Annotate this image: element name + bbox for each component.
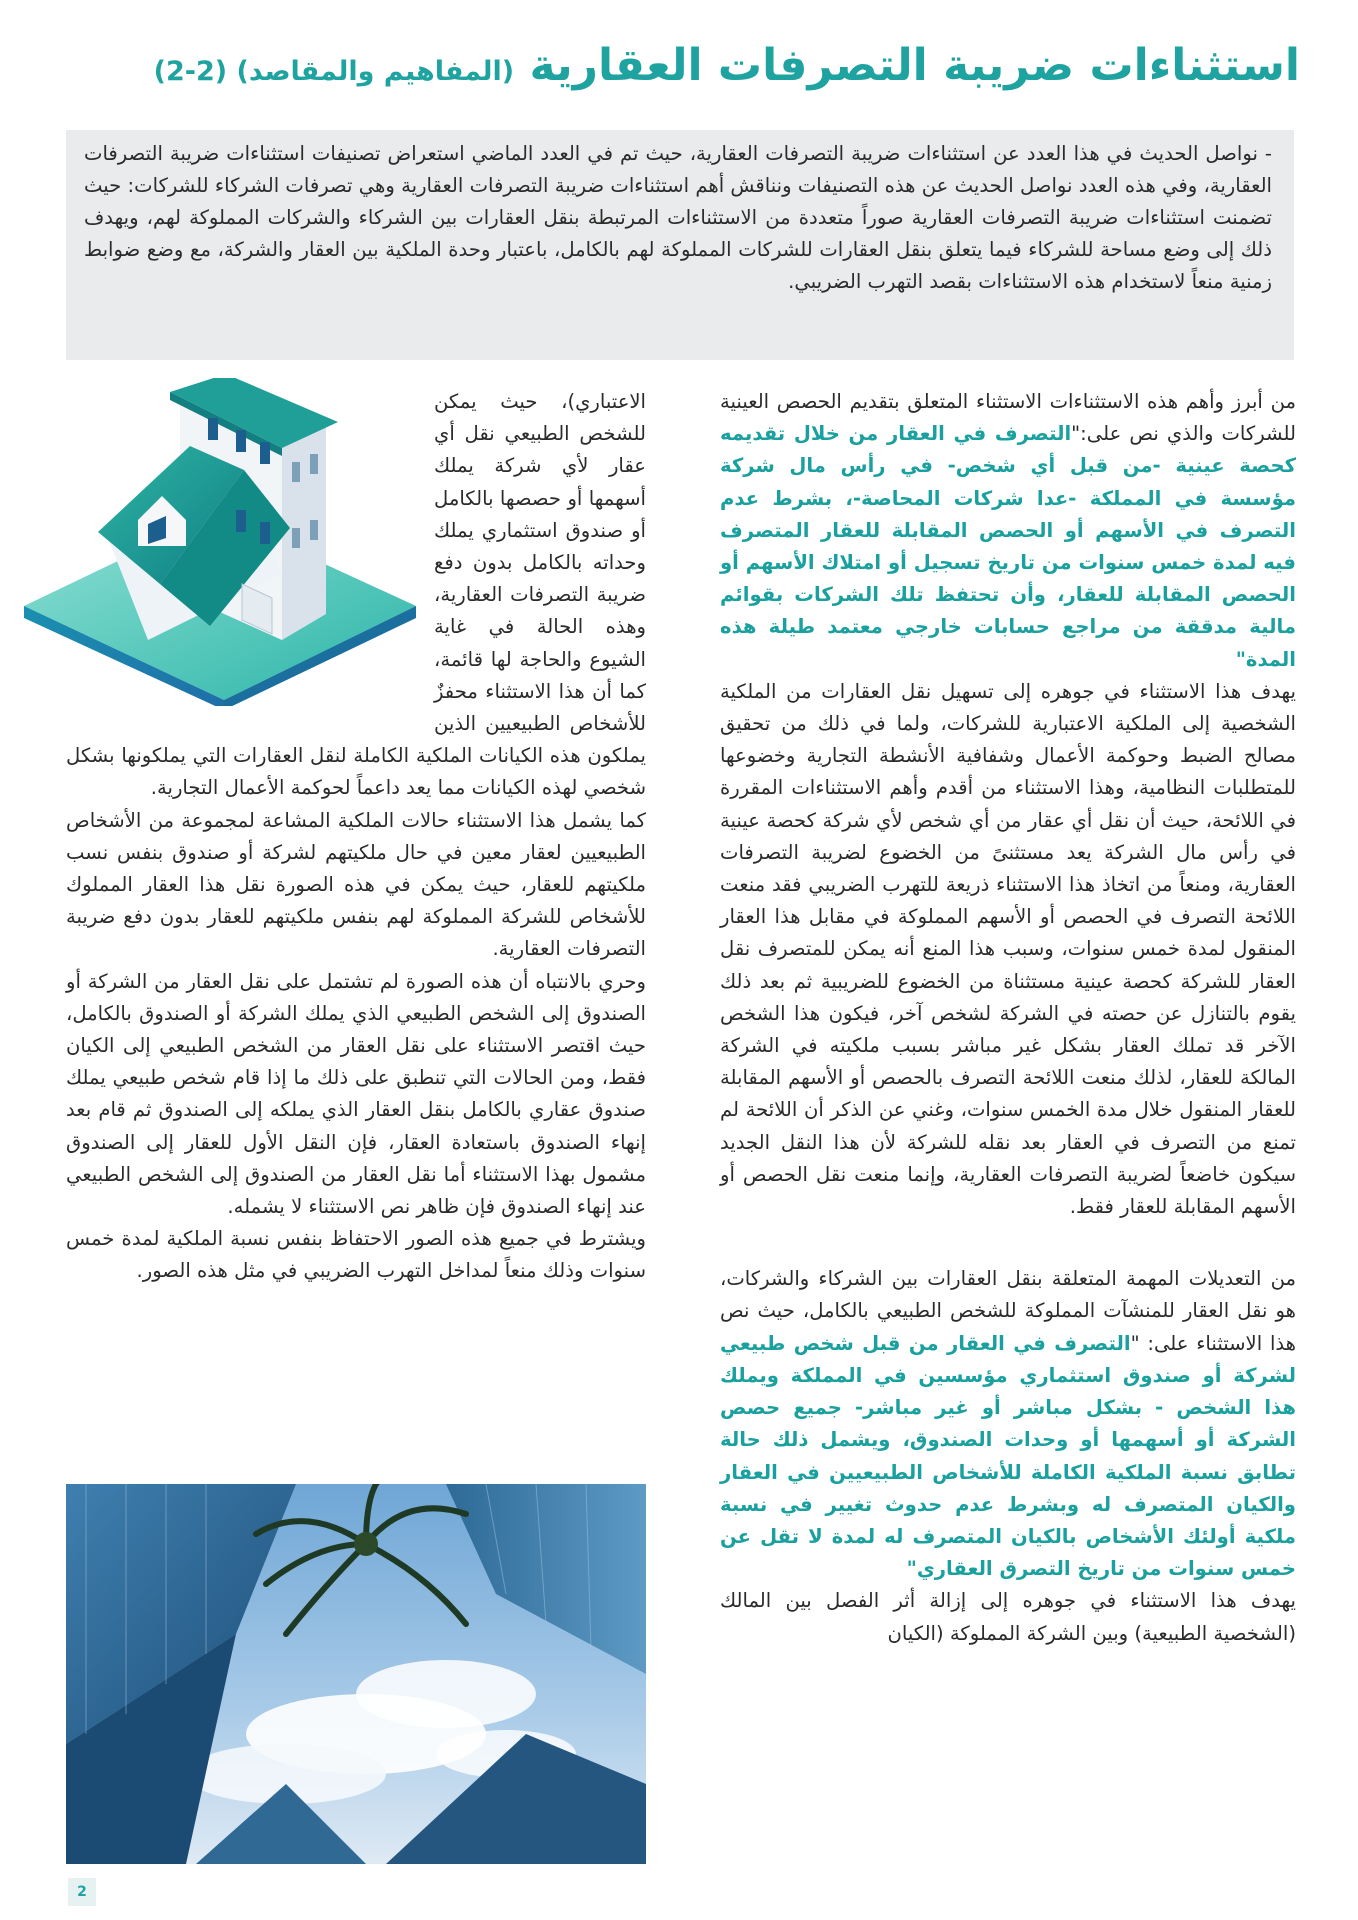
right-p3-quote: التصرف في العقار من قبل شخص طبيعي لشركة أو صندوق استثماري مؤسسين في المملكة ويملك هذا الشخص - بشكل مباشر أو غير مباشر- جميع حصص الشركة أو أسهمها أو وحدات الصندوق، ويشمل ذلك حالة تطابق نسبة الملكية الكاملة للأشخاص الطبيعيين في العقار والكيان المتصرف له وبشرط عدم حدوث تغيير في نسبة ملكية أولئك الأشخاص بالكيان المتصرف له لمدة لا تقل عن خمس سنوات من تاريخ التصرق العقاري" [720, 1331, 1296, 1581]
right-paragraph-3 [720, 1263, 1296, 1585]
page-number: 2 [68, 1878, 96, 1906]
left-paragraph-1: الاعتباري)، حيث يمكن للشخص الطبيعي نقل أي عقار لأي شركة يملك أسهمها أو حصصها بالكامل أو صندوق استثماري يملك وحداته بالكامل بدون دفع ضريبة التصرفات العقارية، وهذه الحالة في غاية الشيوع والحاجة لها قائمة، كما أن هذا الاستثناء محفزٌ للأشخاص الطبيعيين الذين يملكون هذه الكيانات الملكية الكاملة لنقل العقارات التي يملكونها بشكل شخصي لهذه الكيانات مما يعد داعماً لحوكمة الأعمال التجارية. [66, 390, 646, 800]
right-p3-intro: من التعديلات المهمة المتعلقة بنقل العقارات بين الشركاء والشركات، هو نقل العقار للمنشآت المملوكة للشخص الطبيعي بالكامل، حيث نص هذا الاستثناء على: " [720, 1267, 1297, 1355]
right-paragraph-4: يهدف هذا الاستثناء في جوهره إلى إزالة أثر الفصل بين المالك (الشخصية الطبيعية) وبين الشركة المملوكة (الكيان [720, 1589, 1296, 1645]
left-paragraph-3: وحري بالانتباه أن هذه الصورة لم تشتمل على نقل العقار من الشركة أو الصندوق إلى الشخص الطبيعي الذي يملك الشركة أو الصندوق بالكامل، حيث اقتصر الاستثناء على نقل العقار من الشخص الطبيعي إلى الكيان فقط، ومن الحالات التي تنطبق على ذلك ما إذا قام شخص طبيعي يملك صندوق عقاري بالكامل بنقل العقار الذي يملكه إلى الصندوق ثم قام بعد إنهاء الصندوق باستعادة العقار، فإن النقل الأول للعقار إلى الصندوق مشمول بهذا الاستثناء أما نقل العقار من الصندوق إلى الشخص الطبيعي عند إنهاء الصندوق فإن ظاهر نص الاستثناء لا يشمله. [66, 969, 646, 1219]
intro-text: - نواصل الحديث في هذا العدد عن استثناءات ضريبة التصرفات العقارية، حيث تم في العدد الماضي استعراض تصنيفات استثناءات ضريبة التصرفات العقارية، وفي هذه العدد نواصل الحديث عن هذه التصنيفات ونناقش أهم استثناءات ضريبة التصرفات العقارية وهي تصرفات الشركاء للشركات: حيث تضمنت استثناءات ضريبة التصرفات العقارية صوراً متعددة من الاستثناءات المرتبطة بنقل العقارات بين الشركاء والشركات المملوكة لهم، ويهدف ذلك إلى وضع مساحة للشركاء فيما يتعلق بنقل العقارات للشركات المملوكة لهم بالكامل، باعتبار وحدة الملكية بين العقار والشركة، مع وضع ضوابط زمنية منعاً لاستخدام هذه الاستثناءات بقصد التهرب الضريبي. [84, 142, 1272, 293]
right-paragraph-1 [720, 386, 1296, 676]
paragraph-gap [720, 1223, 1296, 1263]
intro-box [66, 130, 1294, 360]
title-sub: (المفاهيم والمقاصد) (2-2) [153, 56, 515, 87]
left-paragraph-2: كما يشمل هذا الاستثناء حالات الملكية المشاعة لمجموعة من الأشخاص الطبيعيين لعقار معين في حال ملكيتهم لشركة أو صندوق بنفس نسب ملكيتهم للعقار، حيث يمكن في هذه الصورة نقل هذا العقار المملوك للأشخاص للشركة المملوكة لهم بنفس ملكيتهم للعقار بدون دفع ضريبة التصرفات العقارية. [66, 808, 646, 961]
left-paragraph-4: ويشترط في جميع هذه الصور الاحتفاظ بنفس نسبة الملكية لمدة خمس سنوات وذلك منعاً لمداخل التهرب الضريبي في مثل هذه الصور. [66, 1227, 646, 1283]
page-title [60, 42, 1300, 90]
title-main: استثناءات ضريبة التصرفات العقارية [529, 40, 1300, 91]
skyscrapers-photo-art [66, 1484, 646, 1864]
right-column [720, 386, 1296, 1650]
right-paragraph-2: يهدف هذا الاستثناء في جوهره إلى تسهيل نقل العقارات من الملكية الشخصية إلى الملكية الاعتبارية للشركات، ولما في ذلك من تحقيق مصالح الضبط وحوكمة الأعمال وشفافية الأنشطة التجارية وخضوعها للمتطلبات النظامية، وهذا الاستثناء من أقدم وأهم الاستثناءات المقررة في اللائحة، حيث أن نقل أي عقار من أي شخص لأي شركة كحصة عينية في رأس مال الشركة يعد مستثنىً من الخضوع لضريبة التصرفات العقارية، ومنعاً من اتخاذ هذا الاستثناء ذريعة للتهرب الضريبي فقد منعت اللائحة التصرف في الحصص أو الأسهم المملوكة في مقابل هذا العقار المنقول لمدة خمس سنوات، وسبب هذا المنع أنه يمكن للمتصرف نقل العقار للشركة كحصة عينية مستثناة من الخضوع للضريبية ثم بعد ذلك يقوم بالتنازل عن حصته في الشركة لشخص آخر، فيكون هذا الشخص الآخر قد تملك العقار بشكل غير مباشر بسبب ملكيته في الشركة المالكة للعقار، لذلك منعت اللائحة التصرف بالحصص أو الأسهم المقابلة للعقار المنقول خلال مدة الخمس سنوات، وغني عن الذكر أن اللائحة لم تمنع من التصرف في العقار بعد نقله للشركة لأن هذا النقل الجديد سيكون خاضعاً لضريبة التصرفات العقارية، وإنما منعت نقل الحصص أو الأسهم المقابلة للعقار فقط. [720, 679, 1296, 1219]
house-illustration [20, 378, 420, 706]
skyscrapers-photo [66, 1484, 646, 1864]
right-p1-quote: التصرف في العقار من خلال تقديمه كحصة عينية -من قبل أي شخص- في رأس مال شركة مؤسسة في المملكة -عدا شركات المحاصة-، بشرط عدم التصرف في الأسهم أو الحصص المقابلة للعقار المتصرف فيه لمدة خمس سنوات من تاريخ تسجيل أو امتلاك الأسهم أو الحصص المقابلة للعقار، وأن تحتفظ تلك الشركات بقوائم مالية مدققة من مراجع حسابات خارجي معتمد طيلة هذه المدة" [720, 422, 1296, 671]
right-p1-intro: من أبرز وأهم هذه الاستثناءات الاستثناء المتعلق بتقديم الحصص العينية للشركات والذي نص على:" [720, 390, 1296, 446]
left-column [66, 386, 646, 1288]
